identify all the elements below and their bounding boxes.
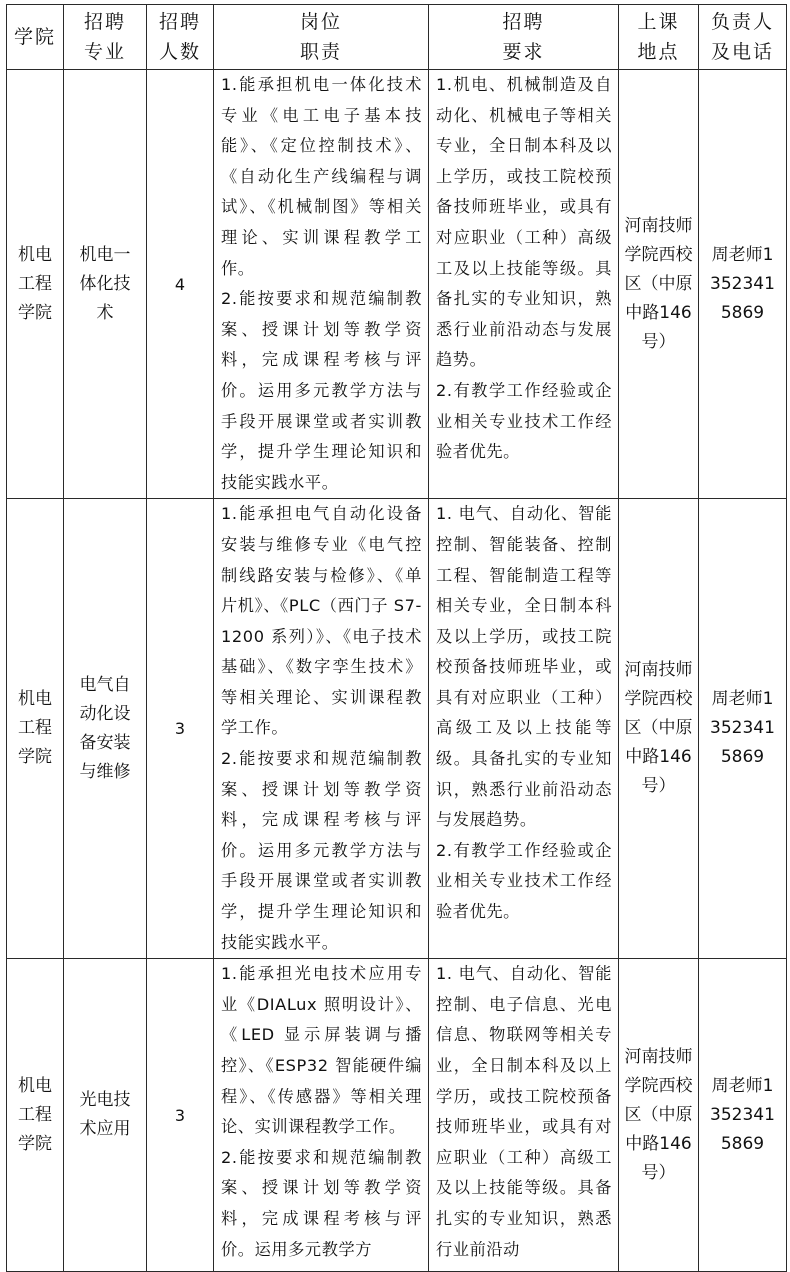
header-major-line-2: 专业	[83, 41, 126, 63]
header-location-line-2: 地点	[637, 41, 680, 63]
location-cell	[619, 499, 699, 959]
college-text: 机电工程学院	[18, 244, 52, 323]
contact-cell	[699, 499, 787, 959]
major-cell	[64, 499, 147, 959]
major-text: 电气自动化设备安装与维修	[79, 674, 131, 782]
table-row	[7, 499, 787, 959]
requirements-item: 1. 电气、自动化、智能控制、电子信息、光电信息、物联网等相关专业，全日制本科及以上学历，或技工院校预备技师班毕业，或具有对应职业（工种）高级工及以上技能等级。具备扎实的专业知识，熟悉行业前沿动	[436, 964, 612, 1259]
header-contact-line-2: 及电话	[710, 41, 774, 63]
header-row	[7, 5, 787, 70]
contact-text: 周老师13523415869	[710, 1075, 775, 1154]
duties-item: 2.能按要求和规范编制教案、授课计划等教学资料，完成课程考核与评价。运用多元教学方法与手段开展课堂或者实训教学，提升学生理论知识和技能实践水平。	[221, 749, 422, 952]
header-location-line-1: 上课	[637, 11, 680, 33]
header-college-line-1: 学院	[13, 26, 56, 48]
header-major-line-1: 招聘	[83, 11, 126, 33]
college-text: 机电工程学院	[18, 689, 52, 768]
header-major	[64, 5, 147, 70]
location-cell	[619, 959, 699, 1272]
header-count	[147, 5, 214, 70]
requirements-item: 2.有教学工作经验或企业相关专业技术工作经验者优先。	[436, 380, 612, 462]
header-location	[619, 5, 699, 70]
college-cell	[7, 70, 64, 499]
count-cell: 3	[147, 959, 214, 1272]
requirements-cell	[429, 959, 619, 1272]
header-college	[7, 5, 64, 70]
location-cell	[619, 70, 699, 499]
count-cell: 3	[147, 499, 214, 959]
contact-cell	[699, 959, 787, 1272]
duties-item: 2.能按要求和规范编制教案、授课计划等教学资料，完成课程考核与评价。运用多元教学方	[221, 1147, 422, 1259]
major-cell	[64, 70, 147, 499]
duties-item: 1.能承担机电一体化技术专业《电工电子基本技能》、《定位控制技术》、《自动化生产线编程与调试》、《机械制图》等相关理论、实训课程教学工作。	[221, 75, 422, 278]
major-text: 机电一体化技术	[79, 244, 131, 323]
duties-cell	[214, 499, 429, 959]
major-text: 光电技术应用	[79, 1090, 131, 1140]
header-duties-line-2: 职责	[299, 41, 342, 63]
requirements-item: 1. 电气、自动化、智能控制、智能装备、控制工程、智能制造工程等相关专业，全日制本科及以上学历，或技工院校预备技师班毕业，或具有对应职业（工种）高级工及以上技能等级。具备扎实的专业知识，熟悉行业前沿动态与发展趋势。	[436, 504, 612, 830]
college-cell	[7, 959, 64, 1272]
location-text: 河南技师学院西校区（中原中路146号）	[624, 215, 693, 352]
recruitment-table	[6, 4, 787, 1272]
header-contact-line-1: 负责人	[710, 11, 774, 33]
header-count-line-2: 人数	[158, 41, 201, 63]
header-duties-line-1: 岗位	[299, 11, 342, 33]
requirements-cell	[429, 70, 619, 499]
contact-text: 周老师13523415869	[710, 244, 775, 323]
major-cell	[64, 959, 147, 1272]
duties-cell	[214, 70, 429, 499]
contact-text: 周老师13523415869	[710, 689, 775, 768]
header-count-line-1: 招聘	[158, 11, 201, 33]
location-text: 河南技师学院西校区（中原中路146号）	[624, 660, 693, 797]
header-contact	[699, 5, 787, 70]
duties-item: 2.能按要求和规范编制教案、授课计划等教学资料，完成课程考核与评价。运用多元教学方法与手段开展课堂或者实训教学，提升学生理论知识和技能实践水平。	[221, 289, 422, 492]
header-requirements-line-1: 招聘	[502, 11, 545, 33]
table-row	[7, 70, 787, 499]
requirements-cell	[429, 499, 619, 959]
header-duties	[214, 5, 429, 70]
duties-item: 1.能承担光电技术应用专业《DIALux 照明设计》、《LED 显示屏装调与播控》、《ESP32 智能硬件编程》、《传感器》等相关理论、实训课程教学工作。	[221, 964, 422, 1137]
header-requirements	[429, 5, 619, 70]
requirements-item: 2.有教学工作经验或企业相关专业技术工作经验者优先。	[436, 840, 612, 922]
count-cell: 4	[147, 70, 214, 499]
duties-cell	[214, 959, 429, 1272]
requirements-item: 1.机电、机械制造及自动化、机械电子等相关专业，全日制本科及以上学历，或技工院校预备技师班毕业，或具有对应职业（工种）高级工及以上技能等级。具备扎实的专业知识，熟悉行业前沿动态与发展趋势。	[436, 75, 612, 370]
college-cell	[7, 499, 64, 959]
college-text: 机电工程学院	[18, 1075, 52, 1154]
header-requirements-line-2: 要求	[502, 41, 545, 63]
duties-item: 1.能承担电气自动化设备安装与维修专业《电气控制线路安装与检修》、《单片机》、《PLC（西门子 S7-1200 系列）》、《电子技术基础》、《数字孪生技术》等相关理论、实训课程教学工作。	[221, 504, 422, 738]
location-text: 河南技师学院西校区（中原中路146号）	[624, 1046, 693, 1183]
table-row	[7, 959, 787, 1272]
contact-cell	[699, 70, 787, 499]
